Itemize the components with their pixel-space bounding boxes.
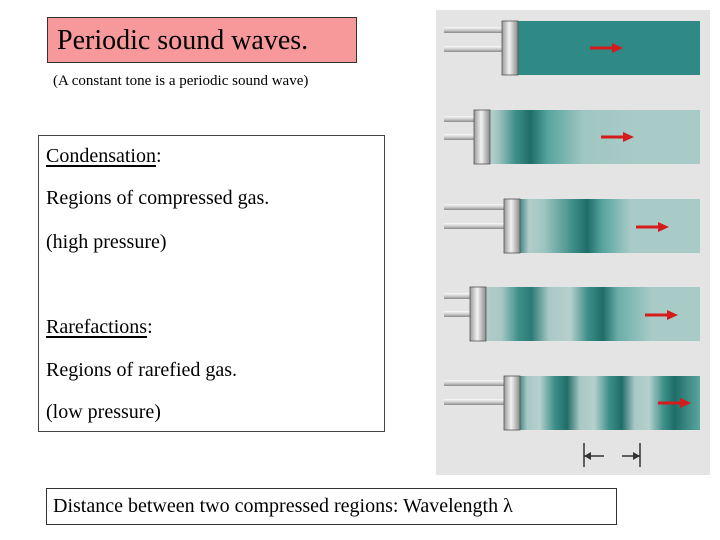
wavelength-definition-box [46, 488, 617, 525]
piston-rod [444, 46, 504, 52]
condensation-colon: : [156, 145, 162, 167]
condensation-heading [46, 144, 162, 168]
piston-head [502, 21, 518, 75]
subtitle: (A constant tone is a periodic sound wave) [53, 73, 309, 89]
rarefaction-heading [46, 315, 153, 339]
wavelength-definition: Distance between two compressed regions: Wavelength λ [53, 495, 513, 517]
condensation-line2: (high pressure) [46, 231, 167, 253]
piston-head [504, 376, 520, 430]
rarefaction-term: Rarefactions [46, 316, 148, 338]
condensation-line1: Regions of compressed gas. [46, 187, 270, 209]
piston-rod [444, 380, 506, 386]
piston-rod [444, 204, 506, 210]
piston-head [470, 287, 486, 341]
cylinder-gas [488, 110, 700, 164]
definitions-box [38, 135, 385, 432]
condensation-term: Condensation [46, 145, 156, 167]
piston-rod [444, 27, 504, 33]
piston-rod [444, 223, 506, 229]
piston-diagram [436, 10, 710, 475]
rarefaction-colon: : [147, 316, 153, 338]
piston-rod [444, 399, 506, 405]
rarefaction-line1: Regions of rarefied gas. [46, 359, 238, 381]
piston-head [504, 199, 520, 253]
piston-head [474, 110, 490, 164]
title-box [47, 17, 357, 63]
piston-panel-2 [444, 110, 700, 164]
cylinder-gas [518, 199, 700, 253]
rarefaction-line2: (low pressure) [46, 401, 161, 423]
piston-panel-4 [444, 287, 700, 341]
page-title: Periodic sound waves. [57, 25, 309, 56]
